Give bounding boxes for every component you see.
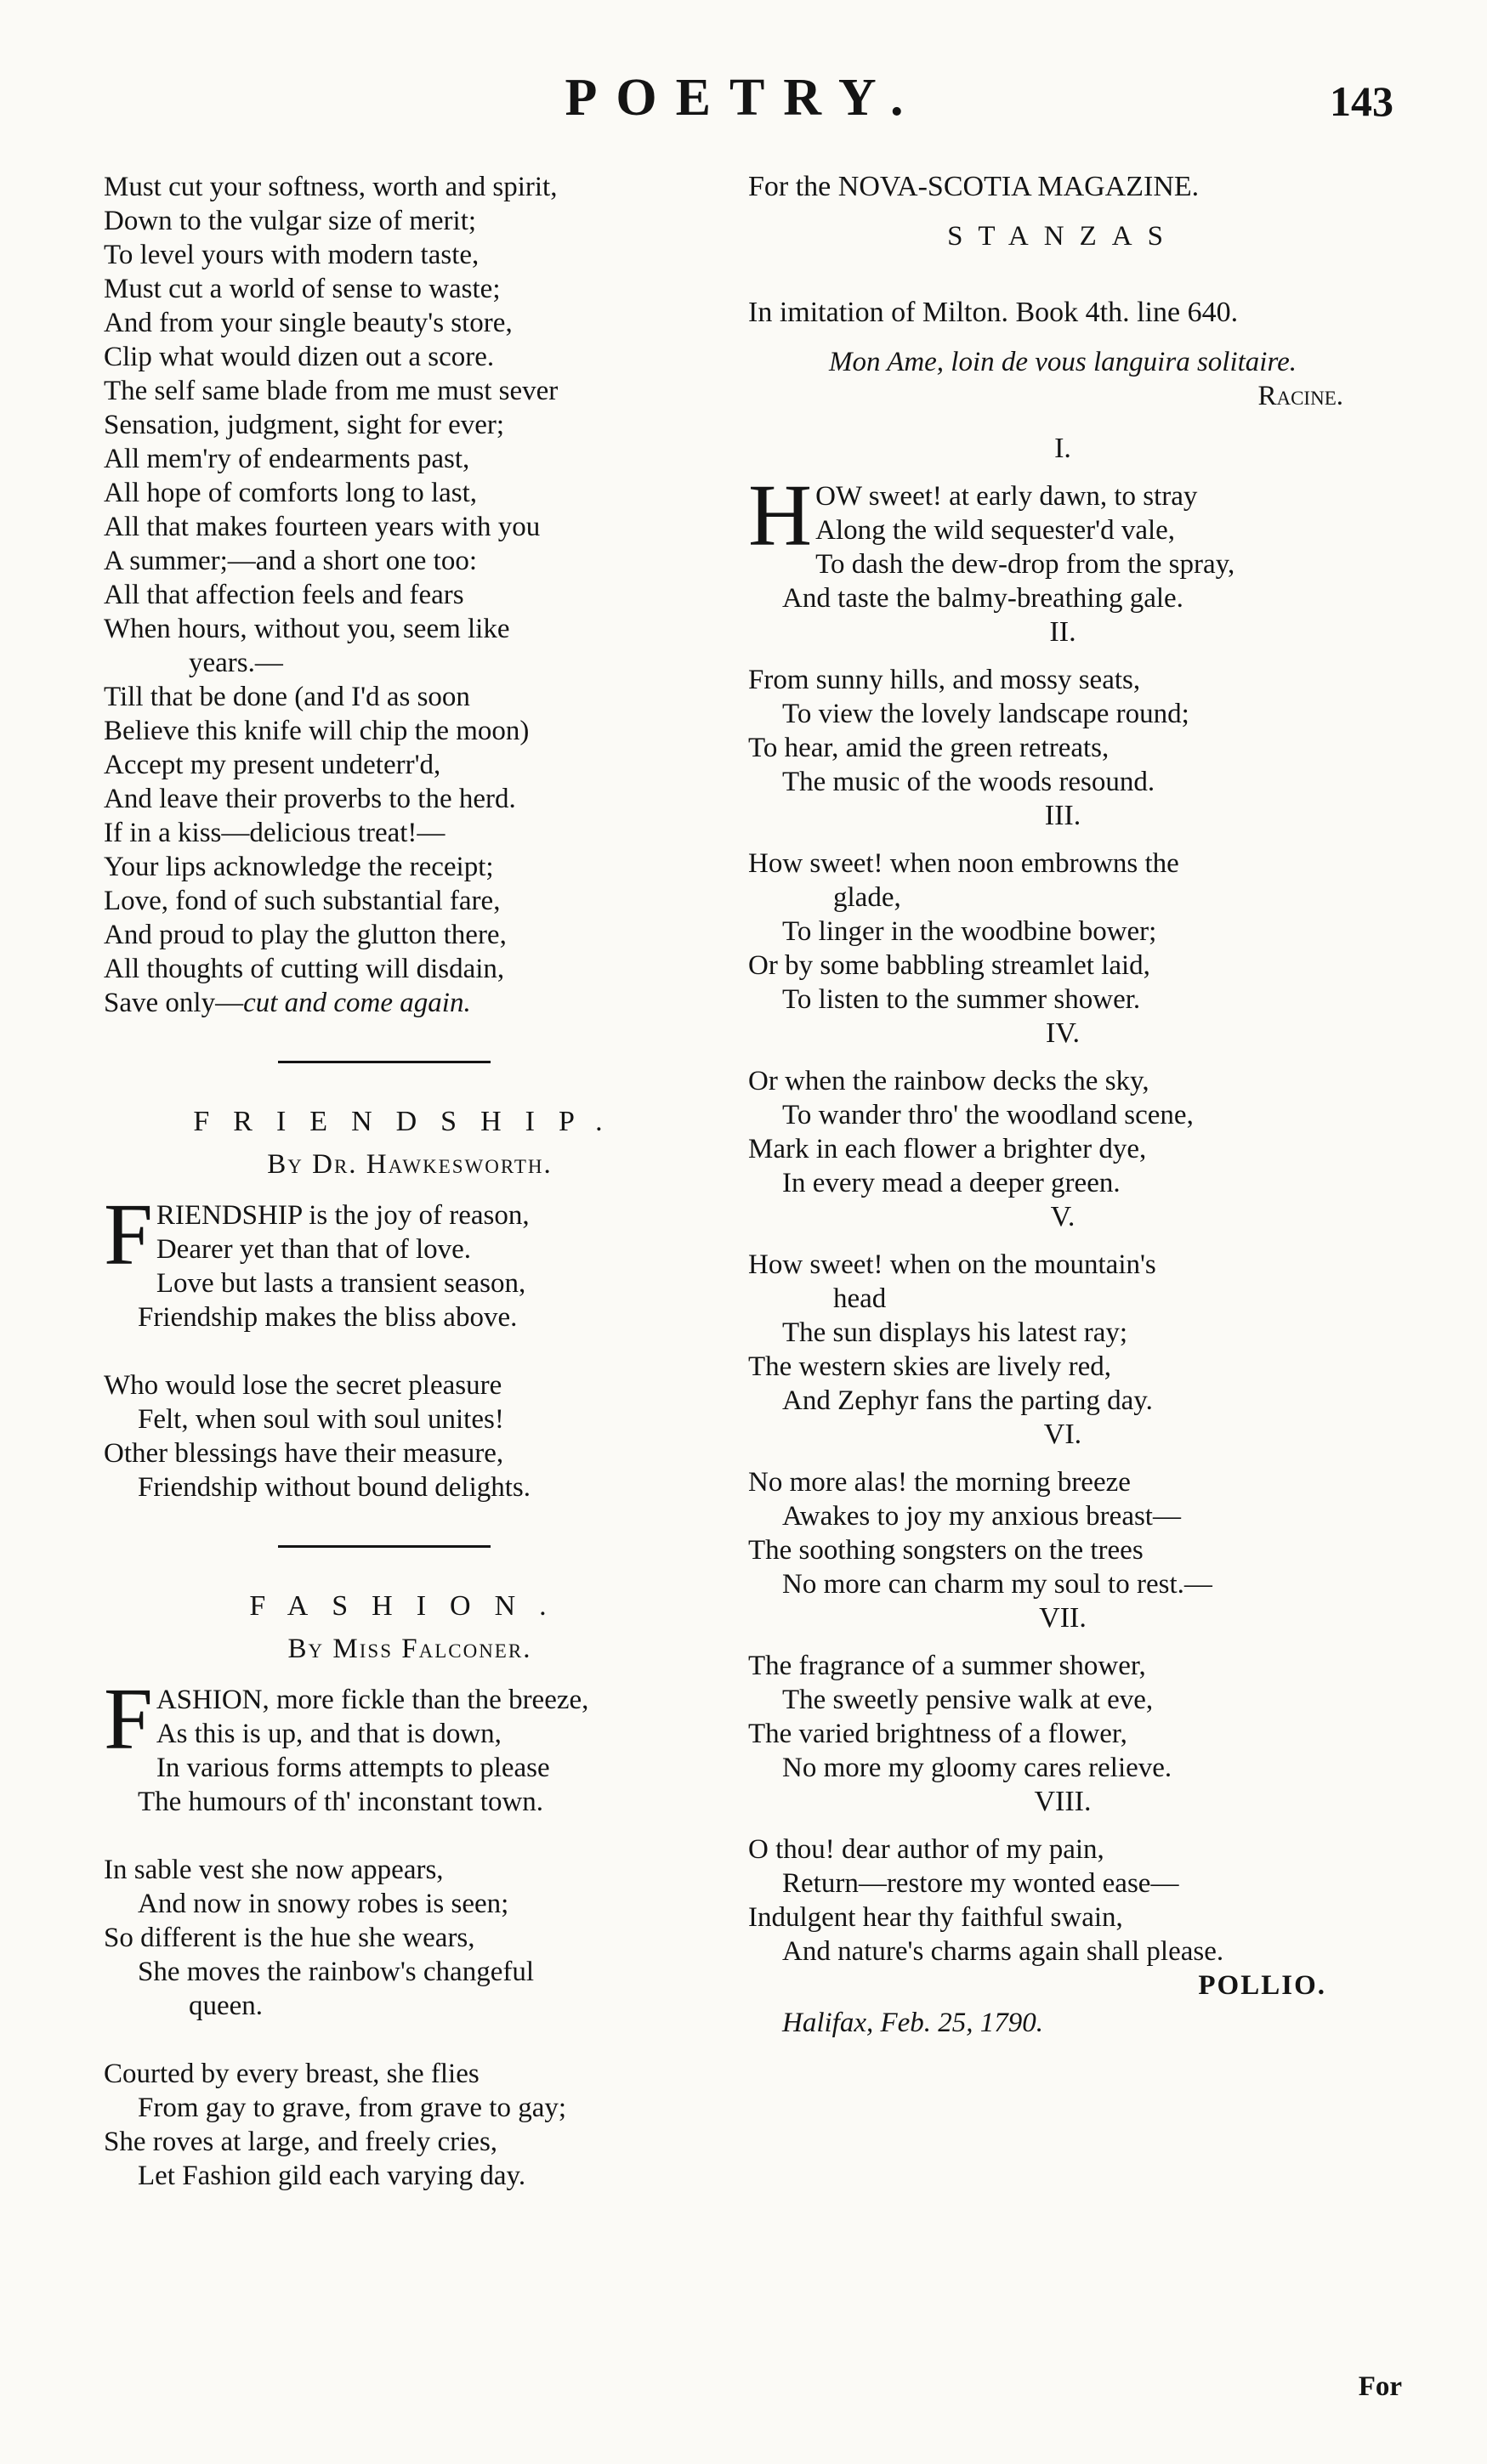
poem-line: Awakes to joy my anxious breast— <box>782 1501 1181 1532</box>
stanza-number: I. <box>1054 433 1071 464</box>
poem-line: Mark in each flower a brighter dye, <box>748 1134 1147 1164</box>
page-number: 143 <box>1330 77 1393 125</box>
poem-line: All thoughts of cutting will disdain, <box>104 954 505 984</box>
stanza <box>748 1785 1377 1968</box>
divider-rule <box>278 1545 491 1548</box>
poem-line: To linger in the woodbine bower; <box>782 916 1157 947</box>
poem-line: She roves at large, and freely cries, <box>104 2127 498 2157</box>
poem-line: The varied brightness of a flower, <box>748 1719 1127 1749</box>
poem-line: From gay to grave, from grave to gay; <box>138 2093 567 2123</box>
poem-line: Love but lasts a transient season, <box>156 1268 526 1299</box>
epigraph: Mon Ame, loin de vous languira solitaire. <box>829 347 1297 377</box>
stanza <box>748 799 1377 1017</box>
poem-line: Along the wild sequester'd vale, <box>815 515 1176 546</box>
epigraph-attribution: Racine. <box>1257 381 1343 411</box>
stanza <box>104 2057 716 2193</box>
continued-poem <box>104 170 716 1020</box>
poem-line: And nature's charms again shall please. <box>782 1936 1224 1967</box>
poem-line: The music of the woods resound. <box>782 767 1155 797</box>
poem-line: O thou! dear author of my pain, <box>748 1834 1104 1865</box>
stanza <box>748 1200 1377 1418</box>
poem-line: No more alas! the morning breeze <box>748 1467 1131 1498</box>
poem-title: FRIENDSHIP. <box>193 1106 627 1137</box>
poem-friendship <box>104 1105 716 1504</box>
poem-fashion <box>104 1589 716 2193</box>
poem-line: If in a kiss—delicious treat!— <box>104 818 446 848</box>
stanza <box>104 1186 716 1334</box>
poem-signature: POLLIO. <box>1198 1970 1326 2001</box>
poem-line: When hours, without you, seem like <box>104 614 510 644</box>
poem-dateline: Halifax, Feb. 25, 1790. <box>782 2008 1044 2038</box>
poem-line: The western skies are lively red, <box>748 1351 1112 1382</box>
stanza-number: IV. <box>1046 1017 1080 1049</box>
stanza-number: V. <box>1050 1201 1076 1232</box>
poem-line: Friendship without bound delights. <box>138 1472 531 1503</box>
stanza-number: VIII. <box>1034 1786 1092 1817</box>
poem-line: years.— <box>189 648 283 678</box>
stanza <box>104 1853 716 2023</box>
poem-line: The sun displays his latest ray; <box>782 1317 1128 1348</box>
poem-line: The self same blade from me must sever <box>104 376 559 406</box>
poem-line: How sweet! when noon embrowns the <box>748 848 1179 879</box>
poem-title: STANZAS <box>947 221 1178 252</box>
poem-line: A summer;—and a short one too: <box>104 546 478 576</box>
poem-line: Accept my present undeterr'd, <box>104 750 441 780</box>
poem-line: Let Fashion gild each varying day. <box>138 2161 526 2191</box>
poem-line: ASHION, more fickle than the breeze, <box>156 1685 589 1715</box>
poem-line: Till that be done (and I'd as soon <box>104 682 470 712</box>
drop-cap: F <box>104 1186 153 1283</box>
poem-line: Indulgent hear thy faithful swain, <box>748 1902 1123 1933</box>
poem-line: Or when the rainbow decks the sky, <box>748 1066 1149 1096</box>
poem-line: RIENDSHIP is the joy of reason, <box>156 1200 530 1231</box>
poem-line: To wander thro' the woodland scene, <box>782 1100 1194 1130</box>
stanza <box>748 1601 1377 1785</box>
poem-line: In various forms attempts to please <box>156 1753 550 1783</box>
drop-cap: F <box>104 1670 153 1768</box>
poem-line: The soothing songsters on the trees <box>748 1535 1144 1566</box>
poem-line: Must cut a world of sense to waste; <box>104 274 501 304</box>
poem-line: And Zephyr fans the parting day. <box>782 1385 1153 1416</box>
poem-line: How sweet! when on the mountain's <box>748 1249 1156 1280</box>
poem-line: All hope of comforts long to last, <box>104 478 478 508</box>
poem-line: To view the lovely landscape round; <box>782 699 1189 729</box>
stanza <box>748 1017 1377 1200</box>
poem-line: head <box>833 1283 887 1314</box>
poem-line: OW sweet! at early dawn, to stray <box>815 481 1198 512</box>
stanza-number: VII. <box>1039 1602 1087 1634</box>
poem-line: The fragrance of a summer shower, <box>748 1651 1146 1681</box>
stanza <box>104 1670 716 1819</box>
poem-byline: By Miss Falconer. <box>287 1634 532 1664</box>
poem-line-prefix: Save only— <box>104 988 244 1018</box>
poem-line: To hear, amid the green retreats, <box>748 733 1110 763</box>
stanza <box>748 432 1377 615</box>
section-divider <box>104 1020 716 1105</box>
poem-byline: By Dr. Hawkesworth. <box>267 1149 553 1180</box>
poem-line: To level yours with modern taste, <box>104 240 480 270</box>
poem-line: The humours of th' inconstant town. <box>138 1787 544 1817</box>
poem-line: Love, fond of such substantial fare, <box>104 886 501 916</box>
running-title: POETRY. <box>565 69 922 127</box>
poem-subtitle: In imitation of Milton. Book 4th. line 640. <box>748 297 1239 328</box>
poem-line: As this is up, and that is down, <box>156 1719 502 1749</box>
stanza-number: III. <box>1044 800 1081 831</box>
stanza <box>748 1418 1377 1601</box>
poem-line: Other blessings have their measure, <box>104 1438 504 1469</box>
poem-line: All mem'ry of endearments past, <box>104 444 470 474</box>
poem-line: Return—restore my wonted ease— <box>782 1868 1179 1899</box>
poem-line: Who would lose the secret pleasure <box>104 1370 502 1401</box>
stanza <box>104 1368 716 1504</box>
poem-line: queen. <box>189 1991 264 2021</box>
poem-line: In every mead a deeper green. <box>782 1168 1121 1198</box>
poem-line-final <box>104 986 716 1020</box>
poem-line: glade, <box>833 882 901 913</box>
poem-line: Courted by every breast, she flies <box>104 2059 480 2089</box>
poem-line: Friendship makes the bliss above. <box>138 1302 518 1333</box>
poem-line: No more my gloomy cares relieve. <box>782 1753 1172 1783</box>
magazine-line: For the NOVA-SCOTIA MAGAZINE. <box>748 171 1200 202</box>
poem-line-italic: cut and come again. <box>243 988 471 1018</box>
poem-line: No more can charm my soul to rest.— <box>782 1569 1212 1600</box>
stanza-number: II. <box>1049 616 1076 648</box>
poem-line: Or by some babbling streamlet laid, <box>748 950 1150 981</box>
poem-line: Believe this knife will chip the moon) <box>104 716 530 746</box>
poem-line: Clip what would dizen out a score. <box>104 342 495 372</box>
poem-line: Dearer yet than that of love. <box>156 1234 472 1265</box>
poem-line: In sable vest she now appears, <box>104 1855 444 1885</box>
poem-line: To dash the dew-drop from the spray, <box>815 549 1235 580</box>
poem-line: And taste the balmy-breathing gale. <box>782 583 1183 614</box>
stanza <box>748 615 1377 799</box>
poem-line: Sensation, judgment, sight for ever; <box>104 410 505 440</box>
stanza-number: VI. <box>1043 1419 1082 1450</box>
poem-line: And proud to play the glutton there, <box>104 920 507 950</box>
drop-cap: H <box>748 467 813 564</box>
poem-line: Must cut your softness, worth and spirit, <box>104 172 558 202</box>
poem-line: So different is the hue she wears, <box>104 1923 475 1953</box>
poem-line: All that affection feels and fears <box>104 580 464 610</box>
divider-rule <box>278 1061 491 1063</box>
poem-line: And from your single beauty's store, <box>104 308 513 338</box>
poem-line: To listen to the summer shower. <box>782 984 1141 1015</box>
catchword: For <box>1358 2371 1402 2402</box>
section-divider <box>104 1504 716 1589</box>
poem-line: The sweetly pensive walk at eve, <box>782 1685 1154 1715</box>
poem-line: And now in snowy robes is seen; <box>138 1889 509 1919</box>
left-column <box>104 170 716 2193</box>
poem-line: Your lips acknowledge the receipt; <box>104 852 494 882</box>
poem-line: Felt, when soul with soul unites! <box>138 1404 504 1435</box>
right-column <box>748 170 1377 2043</box>
poem-title: FASHION. <box>249 1590 570 1622</box>
poem-line: And leave their proverbs to the herd. <box>104 784 516 814</box>
page-header <box>0 68 1487 170</box>
poem-line: All that makes fourteen years with you <box>104 512 541 542</box>
poem-line: From sunny hills, and mossy seats, <box>748 665 1141 695</box>
poem-line: She moves the rainbow's changeful <box>138 1957 534 1987</box>
poem-line: Down to the vulgar size of merit; <box>104 206 477 236</box>
